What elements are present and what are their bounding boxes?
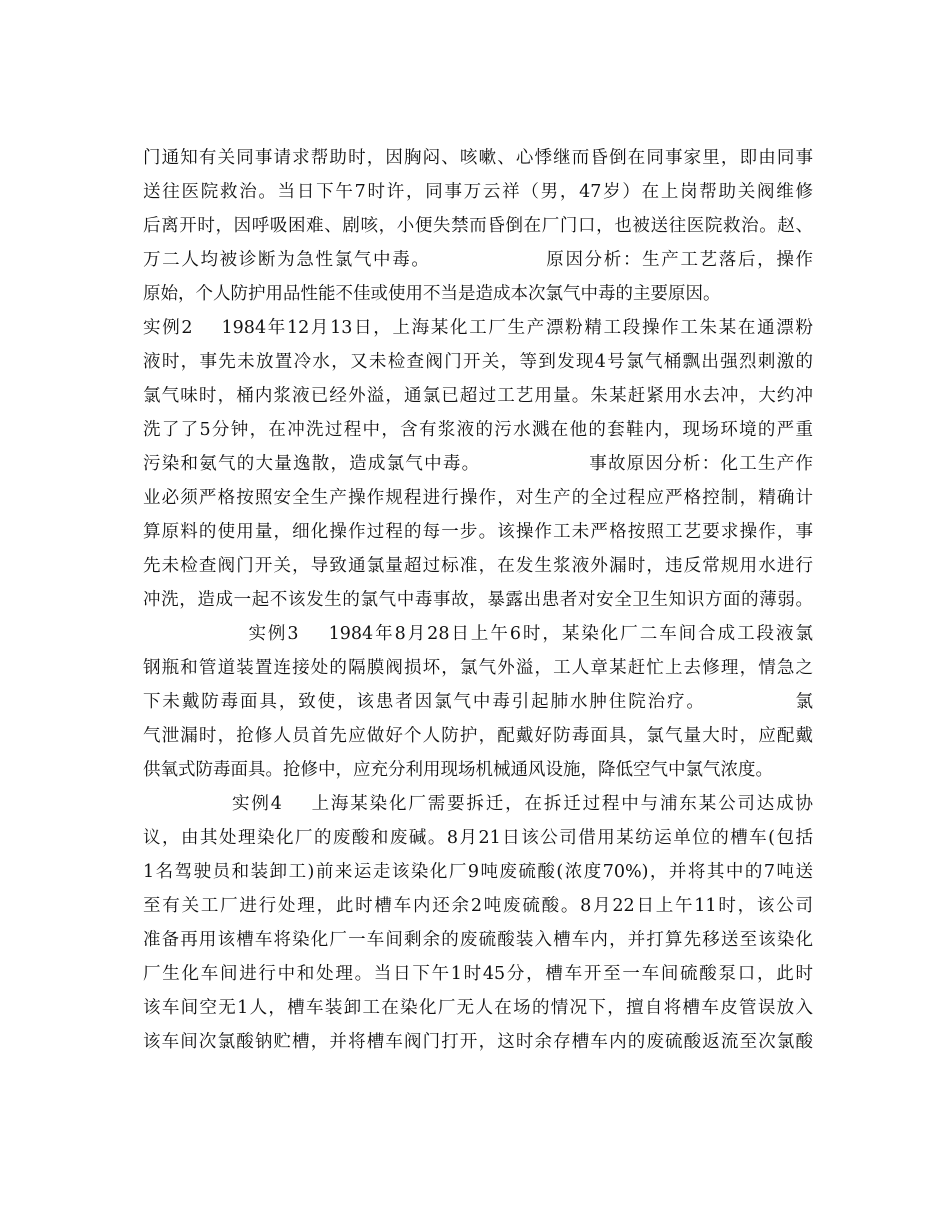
text-line: 冲洗，造成一起不该发生的氯气中毒事故，暴露出患者对安全卫生知识方面的薄弱。	[143, 590, 813, 610]
text-line: 污染和氨气的大量逸散，造成氯气中毒。 事故原因分析：化工生产作	[143, 454, 813, 474]
text-line: 1名驾驶员和装卸工)前来运走该染化厂9吨废硫酸(浓度70%)，并将其中的7吨送	[143, 862, 813, 882]
text-line: 钢瓶和管道装置连接处的隔膜阀损坏，氯气外溢，工人章某赶忙上去修理，情急之	[143, 658, 813, 678]
text-line: 实例2 1984年12月13日，上海某化工厂生产漂粉精工段操作工朱某在通漂粉	[143, 318, 813, 338]
text-line: 该车间空无1人，槽车装卸工在染化厂无人在场的情况下，擅自将槽车皮管误放入	[143, 998, 813, 1018]
text-line: 议，由其处理染化厂的废酸和废碱。8月21日该公司借用某纺运单位的槽车(包括	[143, 828, 813, 848]
text-line: 该车间次氯酸钠贮槽，并将槽车阀门打开，这时余存槽车内的废硫酸返流至次氯酸	[143, 1032, 813, 1052]
text-line: 原始，个人防护用品性能不佳或使用不当是造成本次氯气中毒的主要原因。	[143, 284, 721, 304]
text-line: 氯气味时，桶内浆液已经外溢，通氯已超过工艺用量。朱某赶紧用水去冲，大约冲	[143, 386, 813, 406]
text-line: 后离开时，因呼吸困难、剧咳，小便失禁而昏倒在厂门口，也被送往医院救治。赵、	[143, 216, 813, 236]
text-line: 实例3 1984年8月28日上午6时，某染化厂二车间合成工段液氯	[143, 624, 813, 644]
text-line: 厂生化车间进行中和处理。当日下午1时45分，槽车开至一车间硫酸泵口，此时	[143, 964, 813, 984]
text-line: 至有关工厂进行处理，此时槽车内还余2吨废硫酸。8月22日上午11时，该公司	[143, 896, 813, 916]
text-line: 准备再用该槽车将染化厂一车间剩余的废硫酸装入槽车内，并打算先移送至该染化	[143, 930, 813, 950]
text-line: 液时，事先未放置冷水，又未检查阀门开关，等到发现4号氯气桶飘出强烈刺激的	[143, 352, 813, 372]
text-line: 算原料的使用量，细化操作过程的每一步。该操作工未严格按照工艺要求操作，事	[143, 522, 813, 542]
text-line: 实例4 上海某染化厂需要拆迁，在拆迁过程中与浦东某公司达成协	[143, 794, 813, 814]
text-line: 门通知有关同事请求帮助时，因胸闷、咳嗽、心悸继而昏倒在同事家里，即由同事	[143, 148, 813, 168]
text-line: 下未戴防毒面具，致使，该患者因氯气中毒引起肺水肿住院治疗。 氯	[143, 692, 813, 712]
text-line: 业必须严格按照安全生产操作规程进行操作，对生产的全过程应严格控制，精确计	[143, 488, 813, 508]
text-line: 万二人均被诊断为急性氯气中毒。 原因分析：生产工艺落后，操作	[143, 250, 813, 270]
text-line: 送往医院救治。当日下午7时许，同事万云祥（男，47岁）在上岗帮助关阀维修	[143, 182, 813, 202]
text-line: 先未检查阀门开关，导致通氯量超过标准，在发生浆液外漏时，违反常规用水进行	[143, 556, 813, 576]
text-line: 供氧式防毒面具。抢修中，应充分利用现场机械通风设施，降低空气中氯气浓度。	[143, 760, 773, 780]
text-line: 洗了了5分钟，在冲洗过程中，含有浆液的污水溅在他的套鞋内，现场环境的严重	[143, 420, 813, 440]
text-line: 气泄漏时，抢修人员首先应做好个人防护，配戴好防毒面具，氯气量大时，应配戴	[143, 726, 813, 746]
